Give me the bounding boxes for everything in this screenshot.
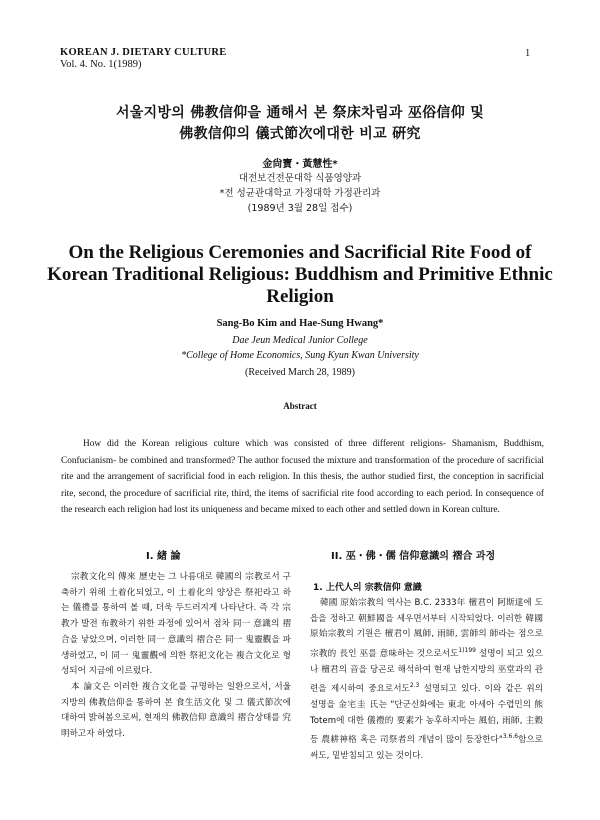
english-received-date: (Received March 28, 1989)	[245, 367, 355, 378]
abstract-text: How did the Korean religious culture which was consisted of three different religions- Shamanism, Buddhism, Confucianism- be combined and transformed? The author focused the mixture and transformation of the procedure of sacrificial rite and the arrangement of sacrificial food in each religion. In this thesis, the author studied first, the conception in sacrificial rite, second, the procedure of sacrificial rite, third, the items of sacrificial rite food according to each period. In consequence of the research each religion had lost its uniqueness and became mixed to each other and settled down in Korean culture.	[61, 439, 544, 515]
korean-received-date: (1989년 3월 28일 접수)	[247, 203, 353, 214]
section-2-text-d: 함으로써도, 밑받침되고 있는 것이다.	[310, 735, 543, 761]
reference-1: 1)199	[458, 647, 476, 655]
korean-affiliation-2: *전 성균관대학교 가정대학 가정관리과	[219, 188, 381, 199]
english-affiliation-2: *College of Home Economics, Sung Kyun Kwan University	[181, 350, 419, 361]
english-title-line-3: Religion	[266, 286, 334, 307]
english-title-line-2: Korean Traditional Religious: Buddhism and Primitive Ethnic	[47, 264, 553, 285]
korean-title-line-2: 佛教信仰의 儀式節次에대한 비교 硏究	[179, 126, 421, 142]
right-column	[310, 596, 543, 765]
english-authors: Sang-Bo Kim and Hae-Sung Hwang*	[216, 318, 384, 329]
journal-header	[60, 47, 227, 71]
korean-affiliation-1: 대전보건전문대학 식품영양과	[238, 173, 362, 184]
korean-authors: 金尙寶・黃慧性*	[262, 159, 338, 170]
journal-volume: Vol. 4. No. 1(1989)	[60, 59, 142, 70]
journal-name: KOREAN J. DIETARY CULTURE	[60, 47, 227, 58]
section-2-paragraph	[310, 596, 543, 765]
section-2-text-c: 설명되고 있다. 이와 같은 위의 설명을 金宅圭 氏는 "단군신화에는 東北 아세아 수렵민의 熊 Totem에 대한 儀禮的 要素가 농후하지마는 風伯, 雨師, 主穀 등 農耕神格 혹은 司祭者의 개념이 많이 등장한다"	[310, 684, 543, 746]
section-2-1-heading: 1. 上代人의 宗教信仰 意識	[313, 583, 422, 593]
section-2-heading: II. 巫・佛・儒 信仰意識의 褶合 과정	[331, 551, 496, 562]
section-2-text-b: 설명이 되고 있으나 檀君의 音을 당곤로 해석하여 현재 남한지방의 巫堂과의 관련을 제시하여 중요로서도	[310, 648, 543, 695]
introduction-paragraph-1: 宗教文化의 傳來 歷史는 그 나름대로 韓國의 宗教로서 구축하기 위해 土着化되었고, 이 土着化의 양상은 祭祀라고 하는 儀禮를 통하여 볼 때, 더욱 두드러지게 나타난다. 즉 각 宗教가 발전 布教하기 위한 과정에 있어서 점차 同一 意識의 褶合을 낳았으며, 이러한 同一 意識의 褶合은 同一 鬼靈觀을 파생하였고, 이 同一 鬼靈觀에 의한 祭祀文化는 複合文化로 형성되어 지금에 이르렀다.	[61, 572, 291, 677]
page-number: 1	[525, 48, 531, 59]
korean-title	[40, 103, 560, 145]
reference-3: 3.6.6	[502, 733, 519, 741]
introduction-heading: I. 緖 論	[146, 551, 181, 562]
left-column	[61, 570, 291, 743]
abstract-heading: Abstract	[283, 401, 317, 411]
english-title	[40, 242, 560, 308]
reference-2: 2.3	[409, 682, 420, 690]
introduction-paragraph-2: 本 論文은 이러한 複合文化를 규명하는 일환으로서, 서울지방의 佛教信仰을 통하여 본 食生活文化 및 그 儀式節次에 대하여 밝혀봄으로써, 현재의 佛教信仰 意識의 褶合상태를 究明하고자 하였다.	[61, 681, 291, 740]
korean-title-line-1: 서울지방의 佛教信仰을 通해서 본 祭床차림과 巫俗信仰 및	[115, 105, 485, 121]
english-affiliation-1: Dae Jeun Medical Junior College	[232, 335, 368, 346]
section-2-text-a: 韓國 原始宗教의 역사는 B.C. 2333年 檀君이 阿斯達에 도읍을 정하고 朝鮮國을 세우면서부터 시작되었다. 이러한 韓國 原始宗教의 기원은 檀君이 風師, 雨師, 雲師의 師라는 점으로 宗教的 長인 巫를 意味하는 것으로서도	[310, 598, 543, 659]
english-title-line-1: On the Religious Ceremonies and Sacrificial Rite Food of	[68, 242, 532, 263]
